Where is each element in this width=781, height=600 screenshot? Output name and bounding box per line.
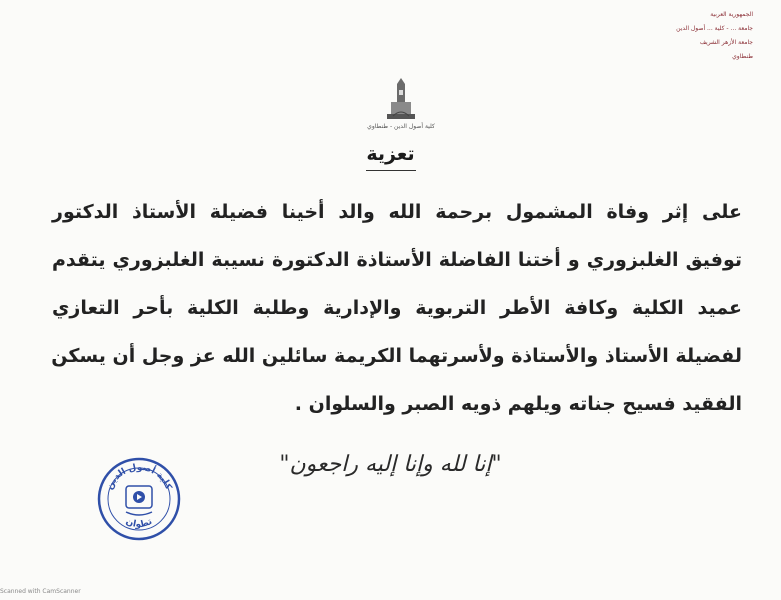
body-line: عميد الكلية وكافة الأطر التربوية والإدارية وطلبة الكلية بأحر التعازي bbox=[52, 297, 742, 319]
stamp-top-text: كلية أصول الدين bbox=[104, 462, 174, 492]
body-line: لفضيلة الأستاذ والأستاذة ولأسرتهما الكريمة سائلين الله عز وجل أن يسكن bbox=[51, 345, 742, 367]
scanner-watermark: Scanned with CamScanner bbox=[0, 588, 81, 595]
official-stamp bbox=[96, 456, 182, 542]
faculty-logo bbox=[366, 78, 436, 140]
condolence-body bbox=[52, 198, 742, 438]
letterhead-line: الجمهورية العربية bbox=[710, 11, 753, 18]
title-underline bbox=[366, 170, 416, 171]
body-line: على إثر وفاة المشمول برحمة الله والد أخينا فضيلة الأستاذ الدكتور bbox=[52, 201, 742, 223]
tower-icon bbox=[381, 78, 421, 122]
body-line: الفقيد فسيح جناته ويلهم ذويه الصبر والسلوان . bbox=[294, 393, 742, 415]
stamp-bottom-text: تطوان bbox=[124, 516, 155, 531]
logo-caption: كلية أصول الدين - طنطاوي bbox=[367, 123, 435, 130]
body-line: توفيق الغلبزوري و أختنا الفاضلة الأستاذة الدكتورة نسيبة الغلبزوري يتقدم bbox=[52, 249, 742, 271]
letterhead bbox=[583, 8, 753, 64]
letterhead-line: جامعة الأزهر الشريف bbox=[699, 39, 753, 46]
letterhead-line: طنطاوي bbox=[732, 53, 753, 60]
page-title: تعزية bbox=[366, 143, 415, 165]
quranic-verse: "إنا لله وإنا إليه راجعون" bbox=[279, 452, 502, 477]
letterhead-line: جامعة ... - كلية ... أصول الدين bbox=[676, 25, 753, 32]
